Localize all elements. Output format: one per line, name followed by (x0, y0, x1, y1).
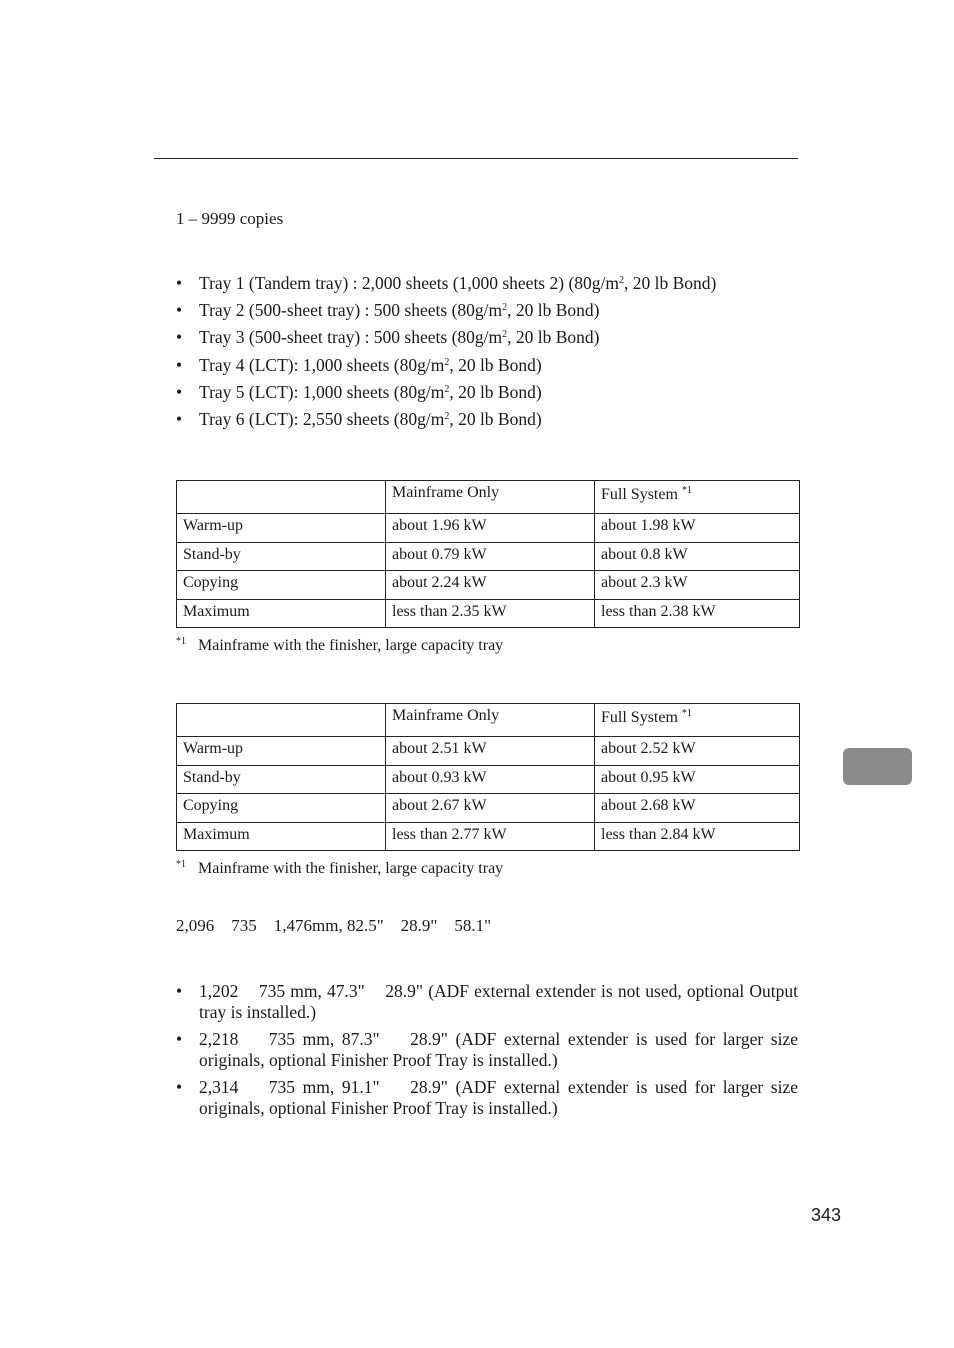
page-number: 343 (811, 1205, 842, 1225)
bullet-icon: • (176, 1077, 183, 1097)
footnote-ref: *1 (681, 485, 692, 496)
table-row: Maximum less than 2.35 kW less than 2.38 kW (177, 599, 800, 628)
dimensions-text: 2,096 735 1,476mm, 82.5" 28.9" 58.1" (176, 916, 492, 935)
list-item: • 2,218 735 mm, 87.3" 28.9" (ADF external extender is used for larger size originals, optional Finisher Proof Tray is installed.) (176, 1029, 803, 1070)
bullet-icon: • (176, 381, 183, 402)
table-row: Copying about 2.24 kW about 2.3 kW (177, 571, 800, 600)
table-header-cell: Full System $^{*1}$ (595, 704, 800, 737)
bullet-icon: • (176, 981, 183, 1001)
list-item: • Tray 3 (500-sheet tray) : 500 sheets ($80g/m^2$, 20 lb Bond) (176, 324, 798, 351)
list-item: • Tray 5 (LCT): 1,000 sheets ($80g/m^2$, 20 lb Bond) (176, 379, 798, 406)
table-row: Stand-by about 0.79 kW about 0.8 kW (177, 542, 800, 571)
table-row: Maximum less than 2.77 kW less than 2.84 kW (177, 822, 800, 851)
table-footnote: $^{*1}$ Mainframe with the finisher, large capacity tray (176, 636, 504, 654)
bullet-icon: • (176, 354, 183, 375)
table-row: Warm-up about 2.51 kW about 2.52 kW (177, 737, 800, 766)
table-row: Warm-up about 1.96 kW about 1.98 kW (177, 514, 800, 543)
chapter-tab-marker (843, 748, 912, 785)
table-row: Copying about 2.67 kW about 2.68 kW (177, 794, 800, 823)
power-table-2 (176, 703, 800, 851)
bullet-icon: • (176, 408, 183, 429)
power-table-1 (176, 480, 800, 628)
list-item: • Tray 6 (LCT): 2,550 sheets ($80g/m^2$, 20 lb Bond) (176, 406, 798, 433)
list-item: • Tray 4 (LCT): 1,000 sheets ($80g/m^2$, 20 lb Bond) (176, 352, 798, 379)
bullet-icon: • (176, 300, 183, 321)
bullet-icon: • (176, 327, 183, 348)
table-header-cell: Mainframe Only (386, 704, 595, 737)
tray-capacity-list (176, 270, 798, 433)
table-header-row (177, 481, 800, 514)
list-item: • 2,314 735 mm, 91.1" 28.9" (ADF external extender is used for larger size originals, optional Finisher Proof Tray is installed.) (176, 1077, 803, 1118)
table-header-cell (177, 481, 386, 514)
bullet-icon: • (176, 1029, 183, 1049)
list-item: • Tray 2 (500-sheet tray) : 500 sheets ($80g/m^2$, 20 lb Bond) (176, 297, 798, 324)
list-item: • 1,202 735 mm, 47.3" 28.9" (ADF external extender is not used, optional Output tray is installed.) (176, 981, 803, 1022)
table-header-row (177, 704, 800, 737)
table-row: Stand-by about 0.93 kW about 0.95 kW (177, 765, 800, 794)
list-item: • Tray 1 (Tandem tray) : 2,000 sheets (1,000 sheets 2) ($80g/m^2$, 20 lb Bond) (176, 270, 798, 297)
footnote-ref: *1 (681, 708, 692, 719)
bullet-icon: • (176, 273, 183, 293)
header-rule (154, 158, 798, 159)
space-requirements-list (176, 981, 803, 1125)
table-header-cell: Mainframe Only (386, 481, 595, 514)
copies-range-text: 1 – 9999 copies (176, 209, 284, 228)
table-footnote: $^{*1}$ Mainframe with the finisher, large capacity tray (176, 859, 504, 877)
table-header-cell (177, 704, 386, 737)
table-header-cell: Full System $^{*1}$ (595, 481, 800, 514)
